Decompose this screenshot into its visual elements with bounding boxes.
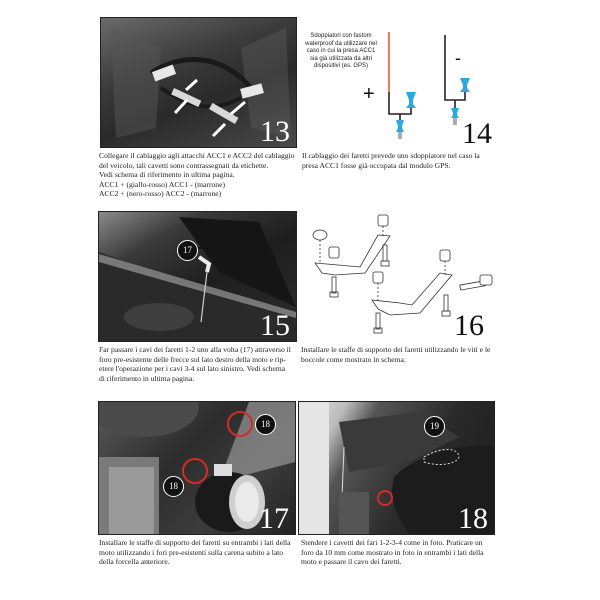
plus-connector-top — [406, 92, 416, 108]
caption-line: della forcella anteriore. — [99, 557, 170, 567]
caption-line: Far passare i cavi dei faretti 1-2 uno alla volta (17) attraverso il — [99, 345, 291, 354]
step-18-number: 18 — [458, 502, 488, 535]
caption-line: moto utilizzando i fori pre-esistenti sulla carena subito a lato — [99, 547, 284, 557]
caption-line: boccole come mostrato in schema. — [301, 354, 406, 364]
caption-line: ACC2 + (nero-rosso) ACC2 - (marrone) — [99, 189, 222, 199]
callout-badge-18: 18 — [163, 476, 184, 497]
step-14-caption — [302, 151, 502, 170]
caption-line: Collegare il cablaggio agli attacchi ACC1 e ACC2 del cablaggio — [99, 151, 295, 160]
callout-badge-19: 19 — [424, 416, 445, 437]
minus-connector-top — [460, 78, 470, 92]
callout-badge-18: 18 — [255, 414, 276, 435]
step-14-diagram — [300, 20, 500, 145]
caption-line: Stendere i cavetti dei fari 1-2-3-4 come in foto. Praticare un — [301, 538, 483, 547]
step-17-number: 17 — [259, 502, 289, 535]
step-15-caption — [99, 345, 299, 383]
highlight-circle — [227, 411, 253, 437]
minus-connector-bottom — [451, 108, 459, 118]
step-16-number: 16 — [454, 309, 484, 338]
step-18-caption — [301, 538, 501, 567]
step-17-photo — [98, 401, 296, 535]
step-15-number: 15 — [260, 309, 290, 342]
step-16-caption — [301, 345, 501, 364]
caption-line: presa ACC1 fosse già occupata dal modulo GPS. — [302, 160, 451, 170]
caption-line: foro da 10 mm come mostrato in foto in entrambi i lati della — [301, 547, 484, 557]
plus-label: + — [363, 83, 375, 105]
step-17-caption — [99, 538, 299, 567]
caption-line: di riferimento in ultima pagina. — [99, 373, 195, 383]
caption-line: Installare le staffe di supporto dei faretti utilizzando le viti e le — [301, 345, 491, 354]
caption-line: ACC1 + (giallo-rosso) ACC1 - (marrone) — [99, 179, 225, 189]
highlight-circle — [377, 490, 393, 506]
step-13-number: 13 — [260, 115, 290, 148]
step-15-photo — [98, 211, 297, 342]
step-18-photo — [298, 401, 495, 535]
caption-line: foro pre-esistente delle frecce sul lato destro della moto e rip- — [99, 354, 286, 364]
step-16-diagram — [300, 205, 500, 338]
caption-line: moto e passare il cavo dei faretti. — [301, 557, 402, 567]
step-14-number: 14 — [462, 117, 492, 145]
callout-badge-17: 17 — [177, 240, 198, 261]
plus-connector-bottom — [396, 120, 404, 132]
caption-line: Installare le staffe di supporto dei faretti su entrambi i lati della — [99, 538, 291, 547]
splitter-note: Sdoppiatori con fastom waterproof da utilizzare nel caso in cui la presa ACC1 sia già utilizzata da altri dispositivi (es. GPS) — [305, 33, 377, 70]
caption-line: Il cablaggio dei faretti prevede uno sdoppiatore nel caso la — [302, 151, 480, 160]
caption-line: etere l'operazione per i cavi 3-4 sul lato sinistro. Vedi schema — [99, 364, 286, 374]
step-13-caption — [99, 151, 299, 199]
caption-line: del veicolo, tali cavetti sono contrassegnati da etichette. — [99, 160, 269, 170]
minus-label: - — [455, 48, 461, 68]
caption-line: Vedi schema di riferimento in ultima pagina. — [99, 170, 235, 180]
step-13-photo — [100, 17, 297, 148]
highlight-circle — [182, 458, 208, 484]
